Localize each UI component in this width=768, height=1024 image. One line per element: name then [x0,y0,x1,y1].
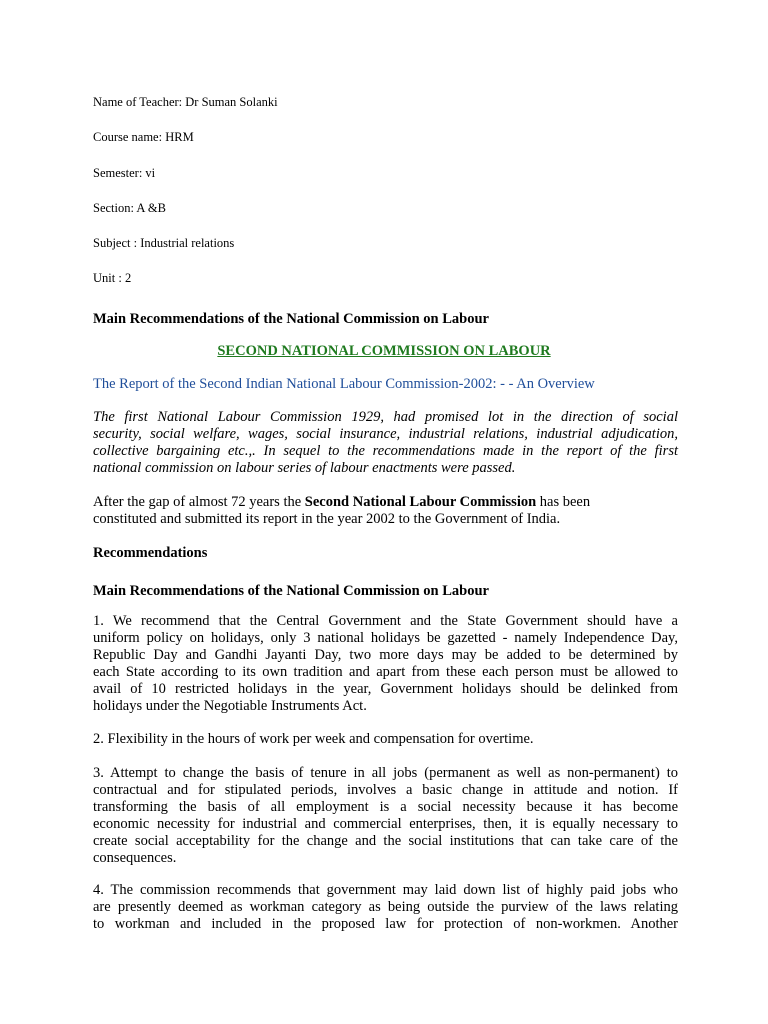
main-recommendations-heading-2: Main Recommendations of the National Commission on Labour [93,583,489,599]
item-line: create social acceptability for the change and the social institutions that can take care of the [93,833,678,849]
intro-line: collective bargaining etc.,. In sequel to the recommendations made in the report of the first [93,443,678,459]
item-line: uniform policy on holidays, only 3 national holidays be gazetted - namely Independence Day, [93,630,678,646]
intro-line: national commission on labour series of labour enactments were passed. [93,460,516,476]
intro-line: security, social welfare, wages, social insurance, industrial relations, industrial adjudication, [93,426,678,442]
item-line: holidays under the Negotiable Instruments Act. [93,698,367,714]
item-line: 2. Flexibility in the hours of work per week and compensation for overtime. [93,731,534,747]
course-name: Course name: HRM [93,130,194,144]
item-line: 3. Attempt to change the basis of tenure in all jobs (permanent as well as non-permanent) to [93,765,678,781]
item-line: contractual and for stipulated periods, involves a basic change in attitude and notion. If [93,782,678,798]
item-line: 4. The commission recommends that government may laid down list of highly paid jobs who [93,882,678,898]
recommendation-item-2 [93,731,678,748]
gap-line-1 [93,494,678,511]
report-subtitle: The Report of the Second Indian National Labour Commission-2002: - - An Overview [93,376,595,392]
commission-name: Second National Labour Commission [304,494,537,510]
unit: Unit : 2 [93,271,132,285]
recommendations-heading: Recommendations [93,545,208,561]
recommendation-item-4 [93,882,678,933]
item-line: avail of 10 restricted holidays in the year, Government holidays should be delinked from [93,681,678,697]
item-line: Republic Day and Gandhi Jayanti Day, two more days may be added to be determined by [93,647,678,663]
recommendation-item-3 [93,765,678,867]
recommendation-item-1 [93,613,678,715]
gap-paragraph [93,494,678,528]
intro-line: The first National Labour Commission 1929, had promised lot in the direction of social [93,409,678,425]
section: Section: A &B [93,201,166,215]
item-line: economic necessity for industrial and commercial enterprises, then, it is equally necessary to [93,816,678,832]
gap-line-2: constituted and submitted its report in the year 2002 to the Government of India. [93,511,561,527]
document-title: SECOND NATIONAL COMMISSION ON LABOUR [217,343,551,359]
item-line: each State according to its own tradition and apart from these each person must be allowed to [93,664,678,680]
intro-paragraph [93,409,678,477]
gap-text-after: has been [536,494,591,510]
item-line: transforming the basis of all employment is a social necessity because it has become [93,799,678,815]
semester: Semester: vi [93,166,156,180]
subject: Subject : Industrial relations [93,236,235,250]
teacher-name: Name of Teacher: Dr Suman Solanki [93,95,278,109]
item-line: consequences. [93,850,177,866]
item-line: are presently deemed as workman category as being outside the purview of the laws relating [93,899,678,915]
item-line: to workman and included in the proposed law for protection of non-workmen. Another [93,916,678,932]
main-recommendations-heading: Main Recommendations of the National Commission on Labour [93,311,489,327]
item-line: 1. We recommend that the Central Government and the State Government should have a [93,613,678,629]
gap-text-before: After the gap of almost 72 years the [93,494,305,510]
